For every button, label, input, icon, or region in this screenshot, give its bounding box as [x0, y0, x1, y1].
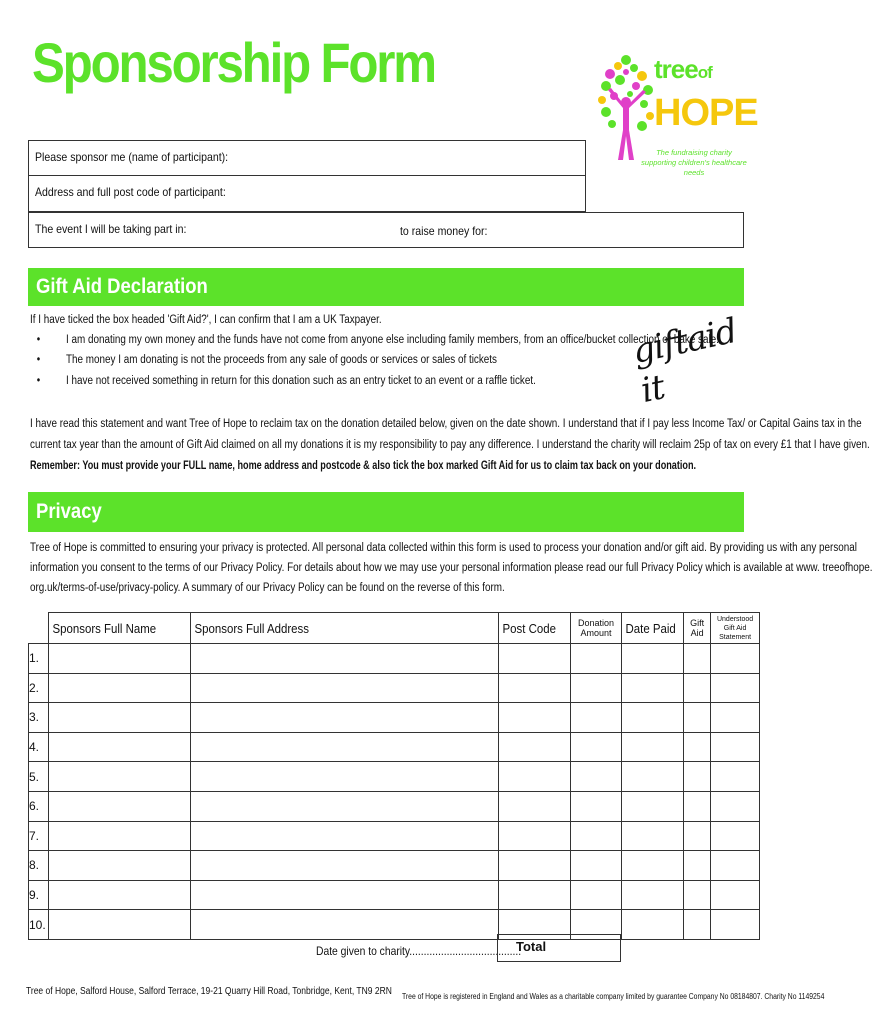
postcode-cell[interactable]	[499, 644, 571, 674]
privacy-text: information you consent to the terms of our Privacy Policy. For details about how we may use your personal information please read our full Privacy Policy which is available at www. treeofhope.	[30, 562, 873, 574]
giftaid-cell[interactable]	[684, 821, 711, 851]
address-cell[interactable]	[191, 851, 499, 881]
row-number: 8.	[29, 851, 49, 881]
amount-cell[interactable]	[571, 791, 622, 821]
row-number: 1.	[29, 644, 49, 674]
date-cell[interactable]	[622, 791, 684, 821]
date-cell[interactable]	[622, 644, 684, 674]
gift-aid-remember: Remember: You must provide your FULL name, home address and postcode & also tick the box marked Gift Aid for us to claim tax back on your donation.	[30, 460, 697, 472]
name-cell[interactable]	[49, 762, 191, 792]
gift-aid-statement: I have read this statement and want Tree of Hope to reclaim tax on the donation detailed below, given on the date shown. I understand that if I pay less Income Tax/ or Capital Gains tax in the	[30, 418, 862, 430]
date-cell[interactable]	[622, 762, 684, 792]
postcode-cell[interactable]	[499, 880, 571, 910]
table-row	[29, 791, 760, 821]
address-cell[interactable]	[191, 791, 499, 821]
gift-aid-bullet: • The money I am donating is not the proceeds from any sale of goods or services or sales of tickets	[36, 354, 497, 366]
giftaid-cell[interactable]	[684, 910, 711, 940]
date-cell[interactable]	[622, 703, 684, 733]
gift-aid-bullet: • I am donating my own money and the funds have not come from anyone else including family members, from an office/bucket collection or bake sale.	[36, 334, 719, 346]
row-number: 9.	[29, 880, 49, 910]
giftaid-cell[interactable]	[684, 644, 711, 674]
date-cell[interactable]	[622, 910, 684, 940]
logo-tagline: The fundraising charity supporting children's healthcare needs	[641, 148, 747, 177]
postcode-cell[interactable]	[499, 762, 571, 792]
col-full-name: Sponsors Full Name	[49, 613, 191, 644]
table-row	[29, 910, 760, 940]
name-cell[interactable]	[49, 673, 191, 703]
gift-aid-heading: Gift Aid Declaration	[28, 268, 744, 306]
row-number: 3.	[29, 703, 49, 733]
name-cell[interactable]	[49, 791, 191, 821]
event-label: The event I will be taking part in:	[35, 222, 187, 236]
gift-aid-it-logo: giftaid it	[629, 311, 740, 412]
giftaid-cell[interactable]	[684, 703, 711, 733]
page-title: Sponsorship Form	[32, 31, 435, 94]
address-cell[interactable]	[191, 910, 499, 940]
table-row	[29, 673, 760, 703]
row-number: 2.	[29, 673, 49, 703]
understood-cell[interactable]	[711, 673, 760, 703]
table-row	[29, 703, 760, 733]
address-cell[interactable]	[191, 703, 499, 733]
name-cell[interactable]	[49, 821, 191, 851]
address-cell[interactable]	[191, 673, 499, 703]
raise-money-label: to raise money for:	[400, 224, 488, 238]
giftaid-cell[interactable]	[684, 791, 711, 821]
understood-cell[interactable]	[711, 644, 760, 674]
understood-cell[interactable]	[711, 732, 760, 762]
amount-cell[interactable]	[571, 644, 622, 674]
amount-cell[interactable]	[571, 732, 622, 762]
postcode-cell[interactable]	[499, 821, 571, 851]
postcode-cell[interactable]	[499, 791, 571, 821]
postcode-cell[interactable]	[499, 703, 571, 733]
address-cell[interactable]	[191, 880, 499, 910]
total-label: Total	[516, 939, 547, 954]
name-cell[interactable]	[49, 732, 191, 762]
table-row	[29, 732, 760, 762]
amount-cell[interactable]	[571, 821, 622, 851]
understood-cell[interactable]	[711, 703, 760, 733]
privacy-text: org.uk/terms-of-use/privacy-policy. A summary of our Privacy Policy can be found on the reverse of this form.	[30, 582, 505, 594]
giftaid-cell[interactable]	[684, 732, 711, 762]
row-number: 7.	[29, 821, 49, 851]
amount-cell[interactable]	[571, 673, 622, 703]
address-cell[interactable]	[191, 732, 499, 762]
logo-tree-text: treeof	[654, 54, 712, 84]
table-row	[29, 880, 760, 910]
col-donation-amount: Donation Amount	[571, 613, 622, 644]
date-cell[interactable]	[622, 821, 684, 851]
table-row	[29, 821, 760, 851]
total-box[interactable]	[497, 934, 621, 962]
address-cell[interactable]	[191, 644, 499, 674]
amount-cell[interactable]	[571, 762, 622, 792]
gift-aid-intro: If I have ticked the box headed 'Gift Aid?', I can confirm that I am a UK Taxpayer.	[30, 314, 382, 326]
participant-address-field[interactable]	[28, 176, 586, 212]
col-understood-statement: Understood Gift Aid Statement	[711, 613, 760, 644]
row-number: 10.	[29, 910, 49, 940]
postcode-cell[interactable]	[499, 732, 571, 762]
row-number: 6.	[29, 791, 49, 821]
understood-cell[interactable]	[711, 821, 760, 851]
col-post-code: Post Code	[499, 613, 571, 644]
row-number: 4.	[29, 732, 49, 762]
name-cell[interactable]	[49, 910, 191, 940]
footer-address: Tree of Hope, Salford House, Salford Terrace, 19-21 Quarry Hill Road, Tonbridge, Kent, TN9 2RN	[26, 986, 392, 997]
table-row	[29, 762, 760, 792]
amount-cell[interactable]	[571, 851, 622, 881]
col-gift-aid: Gift Aid	[684, 613, 711, 644]
amount-cell[interactable]	[571, 703, 622, 733]
name-cell[interactable]	[49, 851, 191, 881]
col-full-address: Sponsors Full Address	[191, 613, 499, 644]
name-cell[interactable]	[49, 880, 191, 910]
footer-registration: Tree of Hope is registered in England and Wales as a charitable company limited by guarantee Company No 08184807. Charity No 1149254	[402, 992, 825, 1001]
date-cell[interactable]	[622, 880, 684, 910]
date-cell[interactable]	[622, 732, 684, 762]
col-date-paid: Date Paid	[622, 613, 684, 644]
date-cell[interactable]	[622, 673, 684, 703]
participant-name-field[interactable]	[28, 140, 586, 176]
event-field[interactable]	[28, 212, 744, 248]
logo-hope-text: HOPE	[654, 92, 758, 134]
giftaid-cell[interactable]	[684, 851, 711, 881]
understood-cell[interactable]	[711, 791, 760, 821]
participant-address-label: Address and full post code of participant:	[35, 185, 226, 199]
understood-cell[interactable]	[711, 762, 760, 792]
sponsors-table	[28, 612, 760, 940]
amount-cell[interactable]	[571, 880, 622, 910]
table-header-row	[29, 613, 760, 644]
giftaid-cell[interactable]	[684, 880, 711, 910]
table-row	[29, 851, 760, 881]
name-cell[interactable]	[49, 644, 191, 674]
giftaid-cell[interactable]	[684, 762, 711, 792]
privacy-text: Tree of Hope is committed to ensuring your privacy is protected. All personal data collected within this form is used to process your donation and/or gift aid. By providing us with any personal	[30, 542, 857, 554]
gift-aid-bullet: • I have not received something in return for this donation such as an entry ticket to an event or a raffle ticket.	[36, 375, 536, 387]
gift-aid-statement: current tax year than the amount of Gift Aid claimed on all my donations it is my responsibility to pay any difference. I understand the charity will reclaim 25p of tax on every £1 that I have given.	[30, 439, 870, 451]
postcode-cell[interactable]	[499, 851, 571, 881]
postcode-cell[interactable]	[499, 673, 571, 703]
name-cell[interactable]	[49, 703, 191, 733]
giftaid-cell[interactable]	[684, 673, 711, 703]
address-cell[interactable]	[191, 762, 499, 792]
understood-cell[interactable]	[711, 910, 760, 940]
row-number: 5.	[29, 762, 49, 792]
privacy-heading: Privacy	[28, 492, 744, 532]
participant-name-label: Please sponsor me (name of participant):	[35, 150, 229, 164]
date-cell[interactable]	[622, 851, 684, 881]
table-row	[29, 644, 760, 674]
date-given-to-charity: Date given to charity.......................................	[316, 944, 522, 958]
understood-cell[interactable]	[711, 880, 760, 910]
address-cell[interactable]	[191, 821, 499, 851]
understood-cell[interactable]	[711, 851, 760, 881]
